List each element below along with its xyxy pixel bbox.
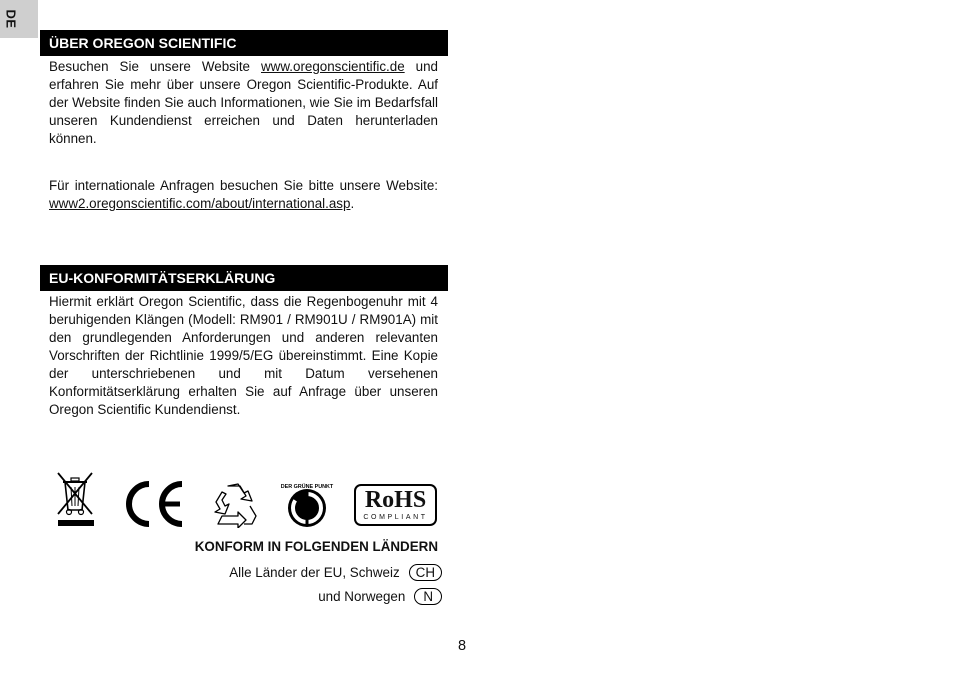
crossed-out-bin-icon — [54, 470, 96, 528]
certification-logos — [52, 470, 442, 530]
green-dot-text: DER GRÜNE PUNKT — [280, 484, 334, 490]
country-code-n: N — [414, 588, 442, 605]
countries-line-norway — [318, 588, 442, 605]
section-heading-about: ÜBER OREGON SCIENTIFIC — [40, 30, 448, 56]
international-text-after: . — [350, 196, 355, 211]
countries-eu-text: Alle Länder der EU, Schweiz — [229, 565, 400, 580]
page-number: 8 — [458, 638, 467, 654]
recycle-icon — [208, 482, 260, 528]
language-tab-label: DE — [3, 9, 19, 29]
rohs-title: RoHS — [364, 487, 427, 513]
international-text-before: Für internationale Anfragen besuchen Sie bitte unsere Website: — [49, 178, 438, 193]
website-link[interactable]: www.oregonscientific.de — [261, 59, 405, 74]
section-heading-declaration: EU-KONFORMITÄTSERKLÄRUNG — [40, 265, 448, 291]
about-paragraph-international — [49, 177, 438, 213]
about-paragraph-text-before: Besuchen Sie unsere Website — [49, 59, 261, 74]
countries-line-eu — [229, 564, 442, 581]
declaration-paragraph: Hiermit erklärt Oregon Scientific, dass die Regenbogenuhr mit 4 beruhigenden Klängen (Modell: RM901 / RM901U / RM901A) mit den grundlegenden Anforderungen und anderen relevanten Vorschriften der Richtlinie 1999/5/EG übereinstimmt. Eine Kopie der unterschriebenen und mit Datum versehenen Konformitätserklärung erhalten Sie auf Anfrage über unseren Oregon Scientific Kundendienst. — [49, 294, 438, 417]
conformity-countries-title: KONFORM IN FOLGENDEN LÄNDERN — [194, 539, 438, 554]
about-paragraph-website — [49, 58, 438, 148]
countries-norway-text: und Norwegen — [318, 589, 406, 604]
language-tab — [0, 0, 38, 38]
rohs-subtitle: COMPLIANT — [363, 514, 428, 521]
about-paragraph-text-after: und erfahren Sie mehr über unsere Oregon Scientific-Produkte. Auf der Website finden Sie auch Informationen, wie Sie im Bedarfsfall unseren Kundendienst erreichen und Daten herunterladen können. — [49, 59, 438, 146]
gruener-punkt-icon — [280, 480, 334, 530]
country-code-ch: CH — [409, 564, 442, 581]
rohs-logo — [354, 484, 437, 526]
ce-mark-icon — [122, 480, 186, 528]
international-link[interactable]: www2.oregonscientific.com/about/international.asp — [49, 196, 351, 211]
